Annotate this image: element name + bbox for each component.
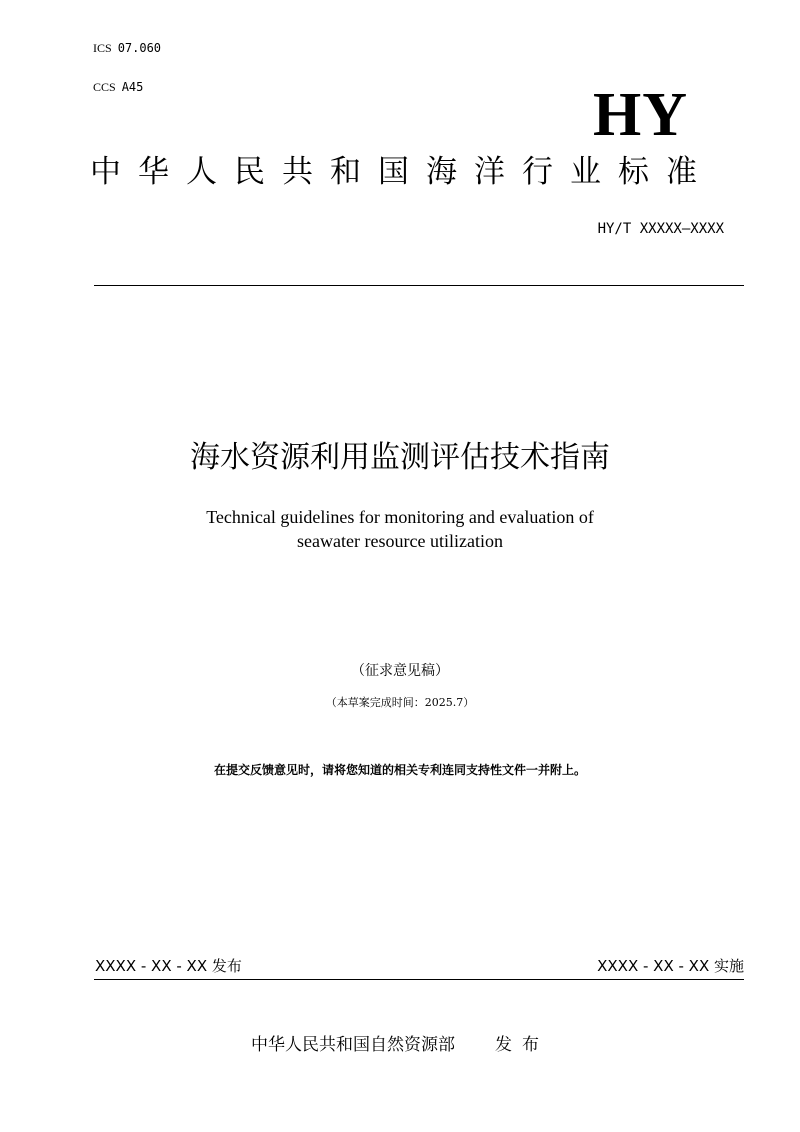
hy-logo: HY: [593, 81, 688, 149]
issuer-action: 发布: [495, 1035, 549, 1055]
issuer: [0, 1033, 800, 1057]
footer-divider: [94, 979, 744, 980]
implementation-date: XXXX - XX - XX 实施: [597, 957, 744, 975]
issuer-name: 中华人民共和国自然资源部: [251, 1035, 455, 1055]
english-title-line-1: Technical guidelines for monitoring and evaluation of: [206, 507, 594, 527]
standard-number: HY/T XXXXX—XXXX: [597, 221, 724, 237]
ics-code: [93, 41, 161, 55]
ccs-code: [93, 80, 143, 94]
ics-value: 07.060: [117, 41, 162, 55]
draft-completion-date: （本草案完成时间：2025.7）: [325, 696, 475, 709]
header-divider: [94, 285, 744, 286]
issue-date: XXXX - XX - XX 发布: [95, 957, 242, 975]
document-title-chinese: 海水资源利用监测评估技术指南: [190, 440, 610, 475]
draft-status: （征求意见稿）: [351, 663, 449, 679]
ccs-label: CCS: [93, 80, 116, 94]
english-title-line-2: seawater resource utilization: [297, 531, 503, 551]
ics-label: ICS: [93, 41, 112, 55]
document-title-english: [0, 505, 800, 553]
organization-title: 中华人民共和国海洋行业标准: [90, 154, 714, 190]
ccs-value: A45: [121, 80, 144, 94]
patent-notice: 在提交反馈意见时，请将您知道的相关专利连同支持性文件一并附上。: [213, 763, 586, 777]
